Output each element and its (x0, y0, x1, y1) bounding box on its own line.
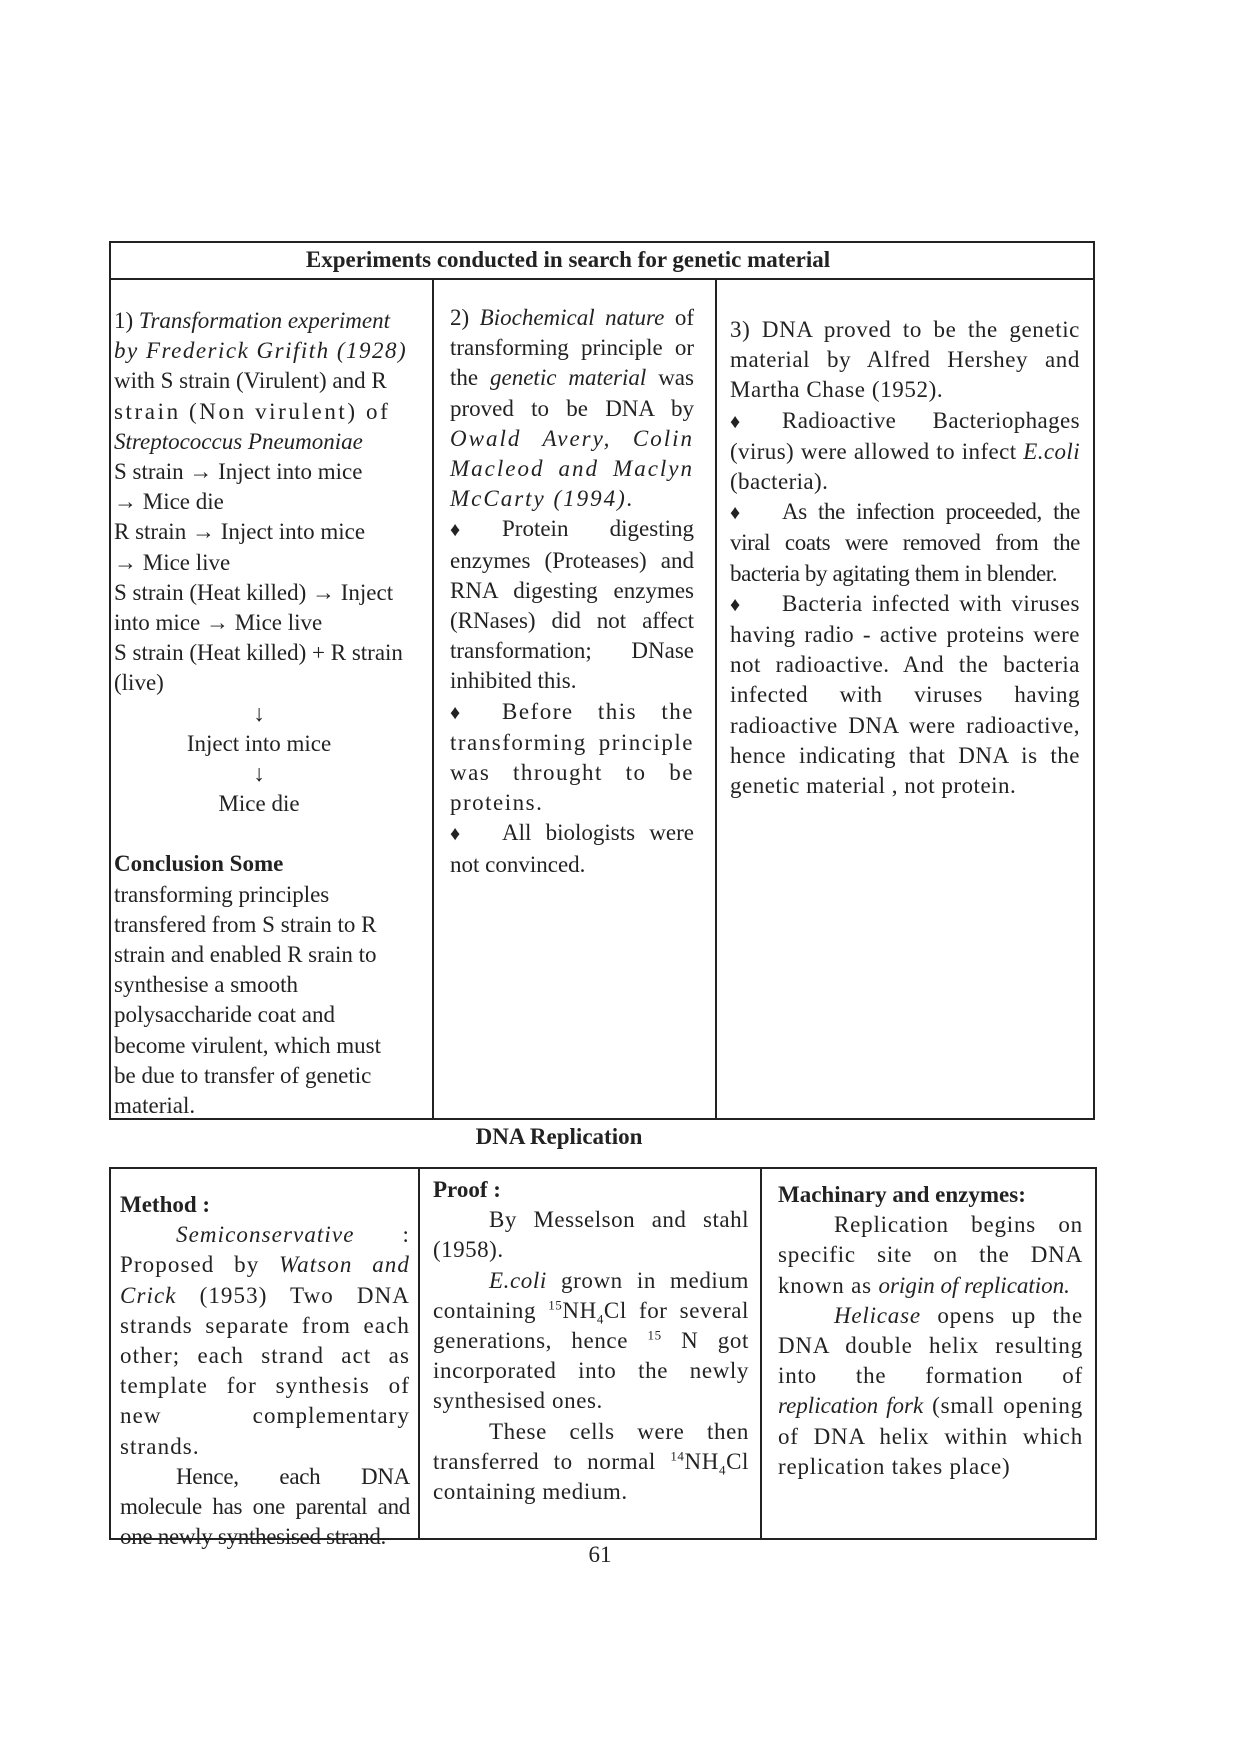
scientist-names: Watson and Crick (120, 1252, 411, 1308)
flow-arrow-1: ↓ (253, 700, 265, 726)
flow-arrow-2: ↓ (253, 761, 265, 787)
machinery-heading (778, 1180, 1083, 1210)
step-text: into mice → Mice live (114, 610, 323, 636)
body-text: Cl containing medium. (433, 1448, 749, 1505)
italic-term: replication fork (778, 1393, 924, 1419)
machinery-cell (778, 1180, 1083, 1482)
diamond-bullet-icon: ♦ (730, 502, 740, 525)
step-4 (114, 638, 414, 698)
griffith-intro (114, 306, 414, 457)
conclusion-line: polysaccharide coat and (114, 1002, 335, 1028)
method-heading (120, 1190, 410, 1220)
conclusion-line: strain and enabled R srain to (114, 942, 377, 968)
machinery-para-2 (778, 1301, 1083, 1482)
enzyme-name: Helicase (834, 1302, 921, 1328)
heading-text: Machinary and enzymes: (778, 1182, 1026, 1207)
scientist-names: Owald Avery, Colin Macleod and Maclyn McCarty (1994). (450, 425, 694, 512)
step-text: S strain (Heat killed) → Inject (114, 579, 394, 605)
flow-inject: Inject into mice (186, 730, 332, 756)
diamond-bullet-icon: ♦ (730, 593, 741, 616)
body-text: Cl for several generations, hence (433, 1297, 749, 1354)
table1-col-divider-2 (715, 278, 717, 1120)
diamond-bullet-icon: ♦ (730, 410, 741, 433)
step-text: → Mice live (114, 549, 231, 575)
diamond-bullet-icon: ♦ (450, 519, 461, 542)
avery-point-1 (450, 514, 694, 696)
diamond-bullet-icon: ♦ (450, 823, 461, 846)
table2-col-divider-2 (760, 1167, 762, 1540)
hershey-point-2 (730, 497, 1080, 589)
proof-heading (433, 1175, 749, 1205)
hershey-intro: 3) DNA proved to be the genetic material by Alfred Hershey and Martha Chase (1952). (730, 317, 1080, 403)
italic-text: Semiconservative (176, 1222, 355, 1248)
heading-text: Method : (120, 1192, 211, 1217)
point-text: All biologists were not convinced. (450, 820, 694, 877)
proof-para-2 (433, 1266, 749, 1417)
proof-para-3 (433, 1417, 749, 1508)
step-1 (114, 457, 414, 517)
formula-subscript: 4 (596, 1311, 604, 1327)
point-text: As the infection proceeded, the viral coats were removed from the bacteria by agitating them in blender. (730, 499, 1080, 586)
spacer (114, 819, 414, 849)
hershey-point-3 (730, 589, 1080, 801)
avery-point-3 (450, 818, 694, 879)
avery-intro (450, 303, 694, 514)
machinery-para-1 (778, 1210, 1083, 1301)
organism-name: E.coli (489, 1267, 547, 1293)
conclusion-line: be due to transfer of genetic (114, 1062, 372, 1088)
body-text: N got incorporated into the newly synthesised ones. (433, 1328, 749, 1414)
step-2 (114, 517, 414, 577)
diamond-bullet-icon: ♦ (450, 701, 462, 724)
step-text: S strain (Heat killed) + R strain (114, 640, 403, 666)
dna-replication-heading: DNA Replication (475, 1124, 643, 1149)
body-text: (small opening of DNA helix within which replication takes place) (778, 1393, 1083, 1479)
organism-name: Streptococcus Pneumoniae (114, 428, 363, 454)
point-text: Radioactive Bacteriophages (virus) were allowed to infect (730, 407, 1080, 464)
formula-text: NH (684, 1448, 719, 1474)
formula-text: NH (562, 1297, 597, 1323)
conclusion-heading: Conclusion Some (114, 851, 284, 877)
body-text: Replication begins on specific site on the DNA known as (778, 1212, 1083, 1298)
italic-text: genetic material (490, 365, 647, 391)
heading-text: Proof : (433, 1177, 501, 1202)
item-number: 1) (114, 308, 139, 333)
point-text: Protein digesting enzymes (Proteases) and RNA digesting enzymes (RNases) did not affect transformation; DNase inhibited this. (450, 516, 694, 694)
body-text: (1953) Two DNA strands separate from each other; each strand act as template for synthesis of new complementary strands. (120, 1282, 410, 1459)
conclusion-text (114, 880, 414, 1122)
flow-result: Mice die (218, 791, 300, 817)
point-text: Before this the transforming principle was throught to be proteins. (450, 698, 694, 816)
point-text: (bacteria). (730, 469, 829, 495)
conclusion-line: synthesise a smooth (114, 972, 298, 998)
step-text: (live) (114, 670, 164, 696)
table1-header-divider (109, 278, 1095, 280)
method-para-1 (120, 1220, 410, 1462)
table1-title: Experiments conducted in search for genetic material (305, 247, 831, 272)
step-text: → Mice die (114, 489, 224, 515)
body-text: was proved to be DNA by (450, 365, 694, 421)
italic-text: Biochemical nature (479, 305, 665, 330)
table2-col-divider-1 (418, 1167, 420, 1540)
table1-col-divider-1 (432, 278, 434, 1120)
isotope-mass: 15 (548, 1297, 563, 1313)
point-text: Bacteria infected with viruses having radio - active proteins were not radioactive. And the bacteria infected with viruses having radioactive DNA were radioactive, hence indicating that DNA is the genetic material , not protein. (730, 590, 1080, 799)
conclusion-line: material. (114, 1093, 196, 1119)
griffith-experiment-cell (114, 306, 414, 1121)
conclusion-line: become virulent, which must (114, 1032, 381, 1058)
isotope-mass: 14 (670, 1448, 685, 1464)
experiment-name: Transformation experiment (138, 308, 391, 333)
hershey-chase-cell (730, 315, 1080, 801)
conclusion-line: transforming principles (114, 881, 330, 907)
step-text: S strain → Inject into mice (114, 459, 363, 485)
griffith-line: with S strain (Virulent) and R (114, 368, 387, 394)
body-text: of transforming principle or the (450, 305, 694, 391)
italic-term: origin of replication. (878, 1272, 1070, 1298)
body-text: : Proposed by (120, 1222, 410, 1278)
method-para-2: Hence, each DNA molecule has one parental and one newly synthesised strand. (120, 1463, 410, 1550)
experimenter-name: by Frederick Grifith (1928) (114, 338, 408, 364)
method-cell (120, 1190, 410, 1552)
isotope-mass: 15 (647, 1327, 662, 1343)
hershey-point-1 (730, 406, 1080, 498)
organism-name: E.coli (1023, 438, 1080, 464)
page-number: 61 (588, 1542, 612, 1567)
proof-para-1: By Messelson and stahl (1958). (433, 1207, 749, 1263)
conclusion-label (114, 849, 414, 879)
conclusion-line: transfered from S strain to R (114, 911, 377, 937)
griffith-line: strain (Non virulent) of (114, 398, 391, 424)
step-3 (114, 578, 414, 638)
body-text: opens up the DNA double helix resulting into the formation of (778, 1302, 1083, 1389)
step-text: R strain → Inject into mice (114, 519, 366, 545)
item-number: 2) (450, 305, 480, 330)
avery-experiment-cell (450, 303, 694, 880)
avery-point-2 (450, 697, 694, 819)
formula-subscript: 4 (718, 1462, 727, 1478)
proof-cell (433, 1175, 749, 1507)
body-text: grown in medium containing (433, 1267, 749, 1323)
body-text: These cells were then transferred to normal (433, 1418, 749, 1474)
